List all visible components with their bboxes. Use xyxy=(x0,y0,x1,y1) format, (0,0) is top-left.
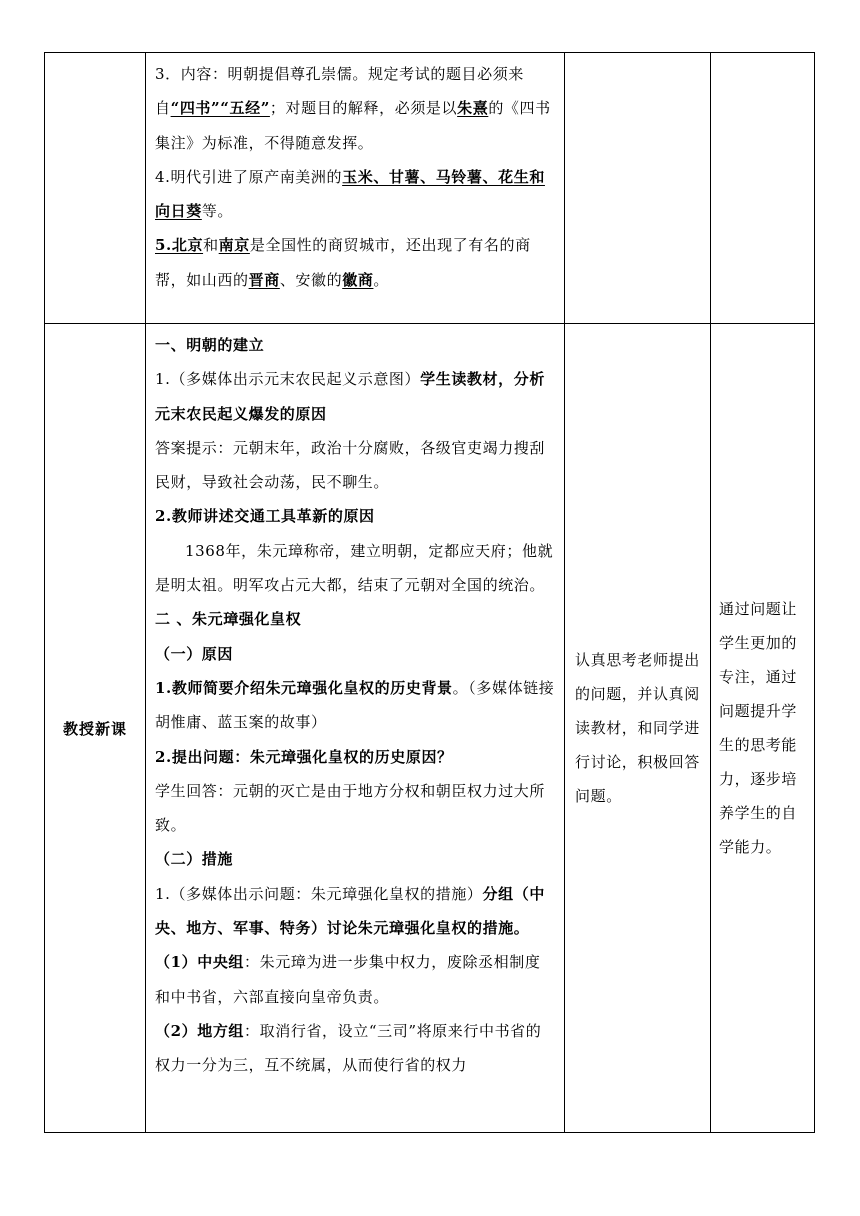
section-label: 教授新课 xyxy=(45,324,146,1133)
table-row xyxy=(45,324,815,1133)
subheading-measures: （二）措施 xyxy=(155,850,234,869)
content-cell-main xyxy=(146,324,565,1133)
group-local: （2）地方组：取消行省，设立“三司”将原来行中书省的权力一分为三，互不统属，从而使行省的权力 xyxy=(155,1021,542,1075)
design-intent-cell xyxy=(711,324,815,1133)
content-cell-top xyxy=(146,53,565,324)
intent-cell-empty xyxy=(711,53,815,324)
question-2: 2.教师讲述交通工具革新的原因 xyxy=(155,507,375,526)
cause-1: 1.教师简要介绍朱元璋强化皇权的历史背景。（多媒体链接胡惟庸、蓝玉案的故事） xyxy=(155,678,555,732)
paragraph-exam-content: 3．内容：明朝提倡尊孔崇儒。规定考试的题目必须来自“四书”“五经”；对题目的解释，必须是以朱熹的《四书集注》为标准，不得随意发挥。 xyxy=(155,65,551,152)
student-cell-empty xyxy=(565,53,711,324)
answer-2: 1368年，朱元璋称帝，建立明朝，定都应天府；他就是明太祖。明军攻占元大都，结束了元朝对全国的统治。 xyxy=(155,541,554,595)
question-1: 1.（多媒体出示元末农民起义示意图）学生读教材，分析元末农民起义爆发的原因 xyxy=(155,370,545,423)
student-answer: 学生回答：元朝的灭亡是由于地方分权和朝臣权力过大所致。 xyxy=(155,781,546,835)
paragraph-cities: 5.北京和南京是全国性的商贸城市，还出现了有名的商帮，如山西的晋商、安徽的徽商。 xyxy=(155,236,531,289)
paragraph-crops: 4.明代引进了原产南美洲的玉米、甘薯、马铃薯、花生和向日葵等。 xyxy=(155,167,545,221)
label-cell-empty xyxy=(45,53,146,324)
answer-1: 答案提示：元朝末年，政治十分腐败，各级官吏竭力搜刮民财，导致社会动荡，民不聊生。 xyxy=(155,438,546,492)
heading-imperial-power: 二 、朱元璋强化皇权 xyxy=(155,610,302,629)
cause-2: 2.提出问题：朱元璋强化皇权的历史原因？ xyxy=(155,747,453,766)
table-row xyxy=(45,53,815,324)
heading-ming-founding: 一、明朝的建立 xyxy=(155,336,265,354)
lesson-plan-table xyxy=(44,52,815,1133)
design-intent-text: 通过问题让学生更加的专注，通过问题提升学生的思考能力，逐步培养学生的自学能力。 xyxy=(719,600,798,856)
subheading-causes: （一）原因 xyxy=(155,644,234,663)
group-central: （1）中央组：朱元璋为进一步集中权力，废除丞相制度和中书省，六部直接向皇帝负责。 xyxy=(155,953,541,1006)
student-activity-cell xyxy=(565,324,711,1133)
student-activity-text: 认真思考老师提出的问题，并认真阅读教材，和同学进行讨论，积极回答问题。 xyxy=(575,651,700,805)
measure-1: 1.（多媒体出示问题：朱元璋强化皇权的措施）分组（中央、地方、军事、特务）讨论朱元璋强化皇权的措施。 xyxy=(155,884,545,938)
